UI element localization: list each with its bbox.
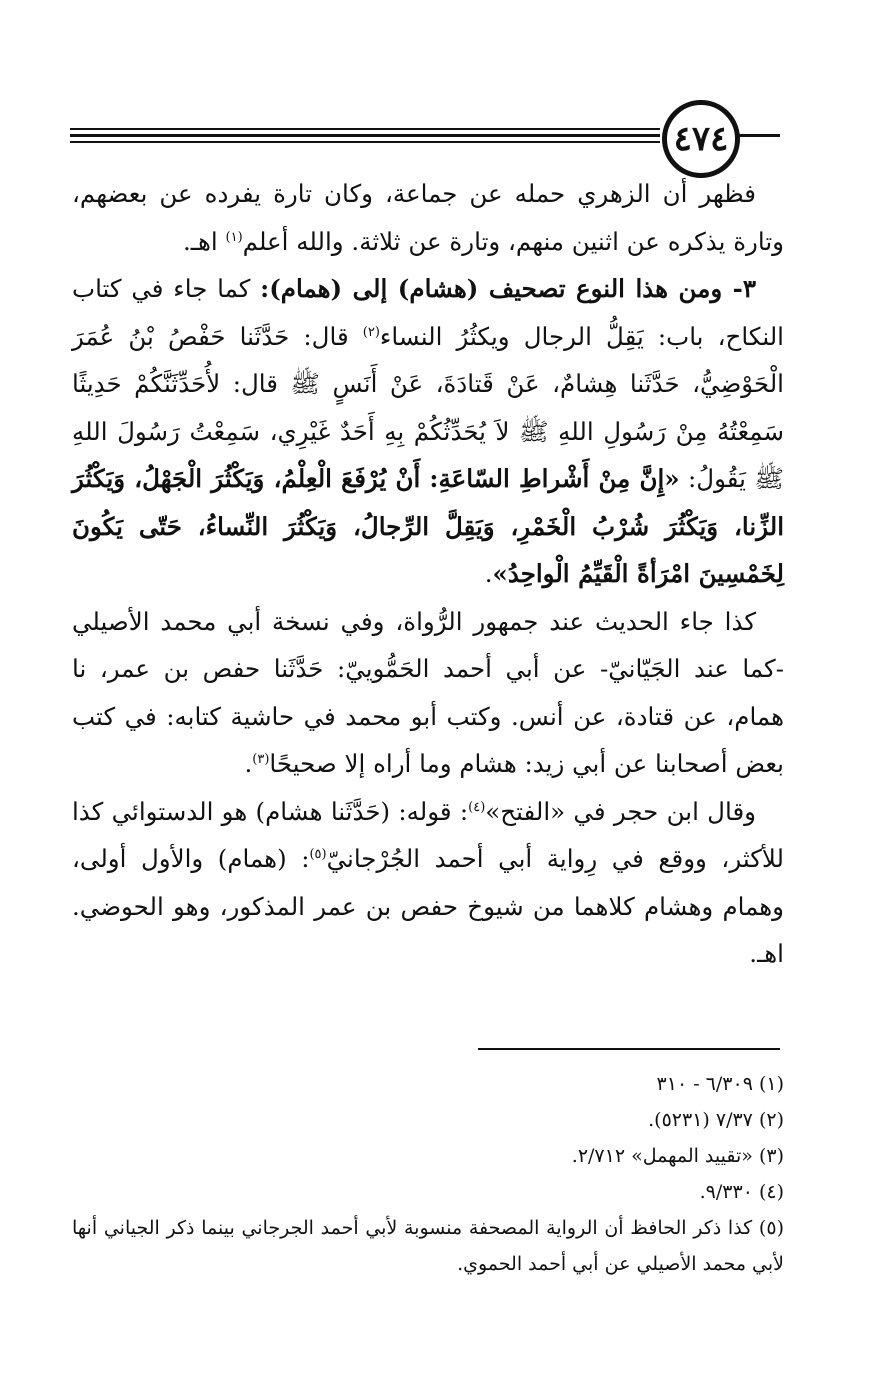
header-rule-right bbox=[736, 134, 780, 137]
paragraph-text: : قوله: (حَدَّثَنا هشام) هو الدستوائي كذا للأكثر، ووقع في رِواية أبي أحمد الجُرْجانيّ bbox=[72, 796, 784, 873]
footnote: (١) ٦/٣٠٩ - ٣١٠ bbox=[656, 1073, 784, 1095]
footnote-ref: (٣) bbox=[252, 751, 270, 767]
header-rule bbox=[70, 134, 660, 137]
paragraph-text: : (همام) والأول أولى، وهمام وهشام كلاهما من شيوخ حفص بن عمر المذكور، وهو الحوضي. اهـ. bbox=[72, 844, 784, 968]
paragraph-2 bbox=[72, 265, 784, 598]
header-rule bbox=[70, 128, 660, 130]
footnote-separator bbox=[478, 1048, 780, 1050]
paragraph-text: وقال ابن حجر في «الفتح» bbox=[485, 796, 756, 826]
footnote: (٢) ٧/٣٧ (٥٢٣١). bbox=[648, 1109, 784, 1131]
paragraph-text: كما جاء في كتاب النكاح، باب: يَقِلُّ الرجال ويكثُرُ النساء bbox=[72, 274, 784, 351]
main-text bbox=[72, 170, 784, 978]
footnote: (٤) ٩/٣٣٠. bbox=[699, 1181, 784, 1203]
paragraph-text: فظهر أن الزهري حمله عن جماعة، وكان تارة يفرده عن بعضهم، وتارة يذكره عن اثنين منهم، وتارة عن ثلاثة. والله أعلم bbox=[72, 179, 784, 256]
footnote: (٥) كذا ذكر الحافظ أن الرواية المصحفة منسوبة لأبي أحمد الجرجاني بينما ذكر الجياني أنها لأبي محمد الأصيلي عن أبي أحمد الحموي. bbox=[72, 1217, 784, 1275]
paragraph-text: كذا جاء الحديث عند جمهور الرُّواة، وفي نسخة أبي محمد الأصيلي -كما عند الجَيّانيّ- عن أبي أحمد الحَمُّوييّ: حَدَّثَنا حفص بن عمر، نا همام، عن قتادة، عن أنس. وكتب أبو محمد في حاشية كتابه: في كتب بعض أصحابنا عن أبي زيد: هشام وما أراه إلا صحيحًا bbox=[72, 606, 784, 778]
paragraph-text: . bbox=[244, 749, 253, 778]
footnote-ref: (٢) bbox=[362, 324, 380, 340]
page-header bbox=[70, 98, 780, 178]
footnotes bbox=[72, 1066, 784, 1282]
paragraph-3 bbox=[72, 598, 784, 788]
footnote-ref: (١) bbox=[225, 229, 243, 245]
footnote: (٣) «تقييد المهمل» ٢/٧١٢. bbox=[571, 1145, 784, 1167]
paragraph-1 bbox=[72, 170, 784, 265]
paragraph-text: اهـ. bbox=[183, 226, 226, 256]
footnote-ref: (٤) bbox=[468, 799, 486, 815]
paragraph-text: . bbox=[484, 559, 493, 588]
header-rule bbox=[70, 141, 660, 143]
section-heading: ٣- ومن هذا النوع تصحيف (هشام) إلى (همام): bbox=[260, 274, 756, 303]
paragraph-4 bbox=[72, 788, 784, 978]
hadith-quote: «إِنَّ مِنْ أَشْراطِ السّاعَةِ: أَنْ يُرْفَعَ الْعِلْمُ، وَيَكْثُرَ الْجَهْلُ، وَيَكْثُرَ الزِّنا، وَيَكْثُرَ شُرْبُ الْخَمْرِ، وَيَقِلَّ الرِّجالُ، وَيَكْثُرَ النِّساءُ، حَتّى يَكُونَ لِخَمْسِينَ امْرَأةً الْقَيِّمُ الْواحِدُ» bbox=[72, 464, 784, 588]
paragraph-text: قال: حَدَّثَنا حَفْصُ بْنُ عُمَرَ الْحَوْضِيُّ، حَدَّثَنا هِشامٌ، عَنْ قَتادَةَ، عَنْ أَنَسٍ ﷺ قال: لأُحَدِّثَنَّكُمْ حَدِيثًا سَمِعْتُهُ مِنْ رَسُولِ اللهِ ﷺ لاَ يُحَدِّثُكُمْ بِهِ أَحَدٌ غَيْرِي، سَمِعْتُ رَسُولَ اللهِ ﷺ يَقُولُ: bbox=[72, 321, 784, 493]
page-number: ٤٧٤ bbox=[662, 100, 740, 178]
footnote-ref: (٥) bbox=[309, 846, 327, 862]
